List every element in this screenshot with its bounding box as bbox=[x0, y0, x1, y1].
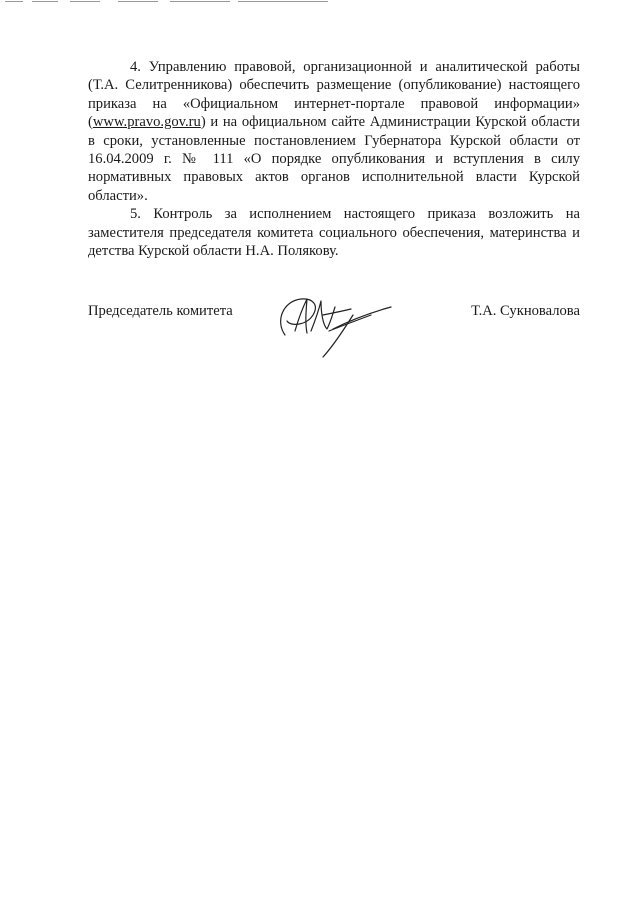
scan-mark bbox=[70, 1, 100, 2]
scan-mark bbox=[5, 1, 23, 2]
document-body bbox=[88, 58, 580, 260]
paragraph-4-text-end: ) и на официальном сайте Администрации Курской области в сроки, установленные постановлением Губернатора Курской области от 16.04.2009 г. № 111 «О порядке опубликования и вступления в силу нормативных правовых актов органов исполнительной власти Курской области». bbox=[88, 114, 580, 204]
scan-mark bbox=[170, 1, 230, 2]
signature-block bbox=[88, 303, 580, 363]
pravo-link[interactable]: www.pravo.gov.ru bbox=[92, 114, 201, 131]
scan-mark bbox=[118, 1, 158, 2]
scan-mark bbox=[238, 1, 328, 2]
signatory-title: Председатель комитета bbox=[88, 303, 233, 319]
handwritten-signature bbox=[273, 291, 398, 361]
paragraph-4 bbox=[88, 58, 580, 205]
paragraph-5: 5. Контроль за исполнением настоящего приказа возложить на заместителя председателя комитета социального обеспечения, материнства и детства Курской области Н.А. Полякову. bbox=[88, 206, 580, 260]
paragraph-4-text-start: 4. Управлению правовой, организационной и аналитической работы (Т.А. Селитренникова) обеспечить размещение (опубликование) настоящего приказа на «Официальном интернет-портале правовой информации» ( bbox=[88, 59, 580, 131]
signatory-name: Т.А. Сукновалова bbox=[471, 303, 580, 319]
scan-mark bbox=[32, 1, 58, 2]
